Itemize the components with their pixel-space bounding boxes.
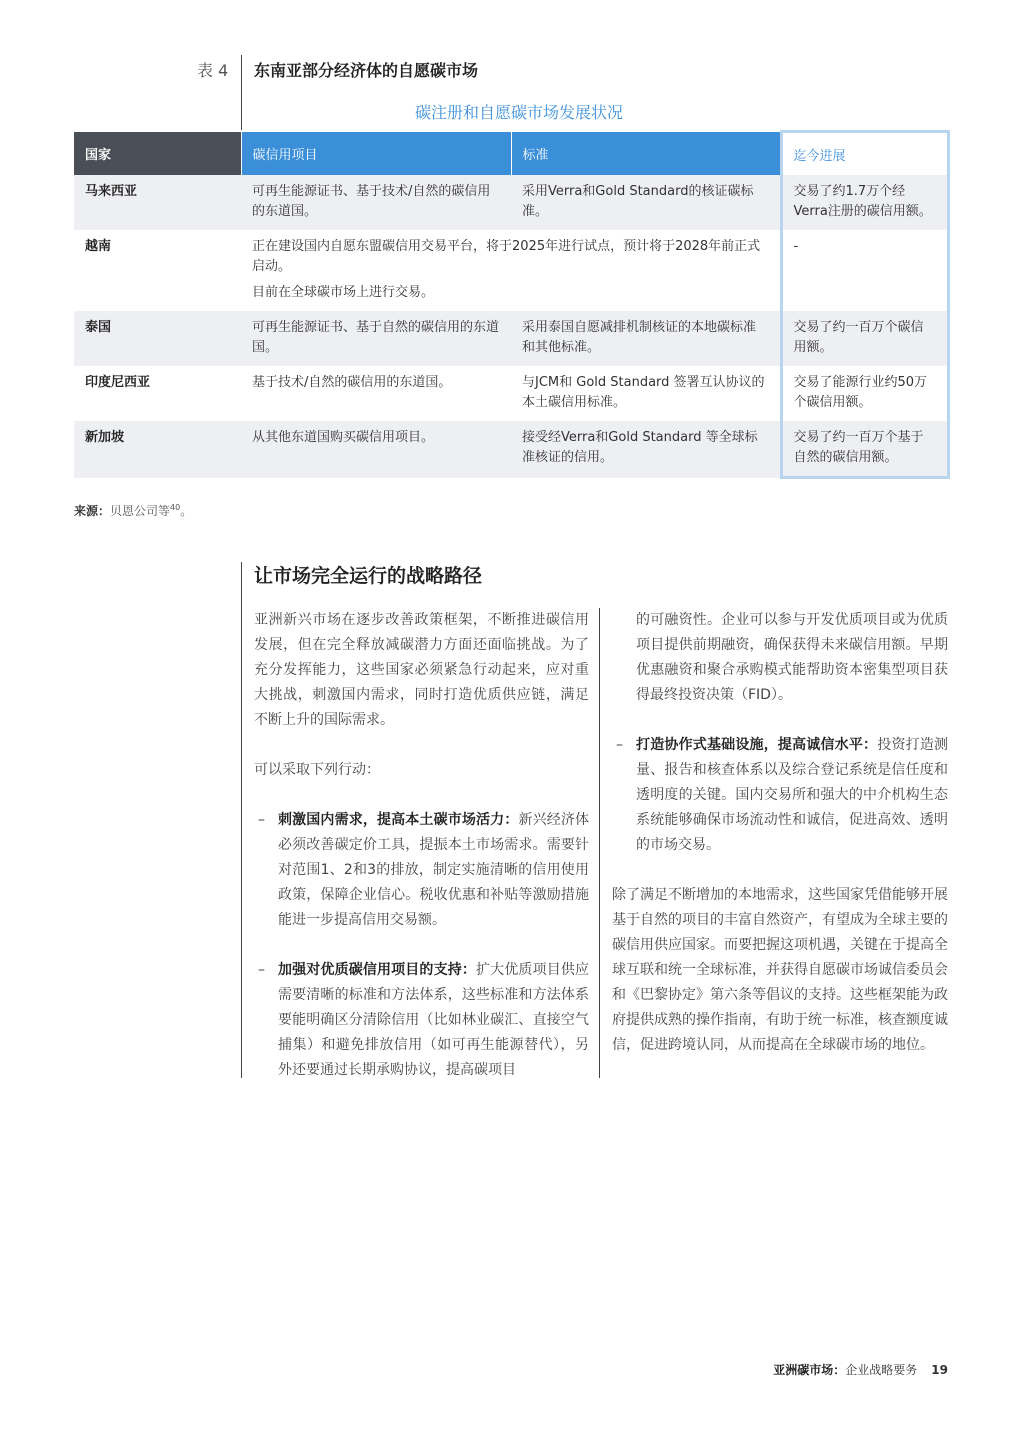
standard-cell: 采用Verra和Gold Standard的核证碳标准。	[511, 175, 781, 230]
table-header-row	[74, 132, 948, 176]
right-column	[612, 608, 948, 1058]
table-row	[74, 175, 948, 230]
bullet-dash: –	[616, 737, 623, 753]
section-left-rule	[241, 562, 242, 1078]
bullet-heading: 刺激国内需求，提高本土碳市场活力：	[278, 812, 519, 828]
merged-text-1: 正在建设国内自愿东盟碳信用交易平台，将于2025年进行试点，预计将于2028年前正式启动。	[252, 239, 761, 274]
bullet-item	[612, 733, 948, 858]
table-row	[74, 366, 948, 421]
bullet-text: 新兴经济体必须改善碳定价工具，提振本土市场需求。需要针对范围1、2和3的排放，制定实施清晰的信用使用政策，保障企业信心。税收优惠和补贴等激励措施能进一步提高信用交易额。	[278, 812, 590, 928]
bullet-continuation: 的可融资性。企业可以参与开发优质项目或为优质项目提供前期融资，确保获得未来碳信用额。早期优惠融资和聚合承购模式能帮助资本密集型项目获得最终投资决策（FID）。	[636, 612, 948, 703]
merged-project-cell	[241, 230, 781, 311]
progress-cell: -	[781, 230, 948, 311]
source-note	[74, 502, 192, 519]
standard-cell: 与JCM和 Gold Standard 签署互认协议的本土碳信用标准。	[511, 366, 781, 421]
page-footer	[773, 1361, 948, 1378]
bullet-dash: –	[258, 812, 265, 828]
bullet-item	[254, 958, 589, 1083]
page-number: 19	[931, 1363, 948, 1377]
table-label: 表 4	[197, 61, 229, 80]
table-row	[74, 230, 948, 311]
table-row	[74, 421, 948, 478]
bullet-text: 投资打造测量、报告和核查体系以及综合登记系统是信任度和透明度的关键。国内交易所和强大的中介机构生态系统能够确保市场流动性和诚信，促进高效、透明的市场交易。	[636, 737, 949, 853]
closing-paragraph: 除了满足不断增加的本地需求，这些国家凭借能够开展基于自然的项目的丰富自然资产，有望成为全球主要的碳信用供应国家。而要把握这项机遇，关键在于提高全球互联和统一全球标准，并获得自愿碳市场诚信委员会和《巴黎协定》第六条等倡议的支持。这些框架能为政府提供成熟的操作指南，有助于统一标准，核查额度诚信，促进跨境认同，从而提高在全球碳市场的地位。	[612, 887, 948, 1053]
table-subtitle: 碳注册和自愿碳市场发展状况	[414, 103, 623, 122]
bullet-dash: –	[258, 962, 265, 978]
project-cell: 可再生能源证书、基于技术/自然的碳信用的东道国。	[241, 175, 511, 230]
country-cell: 越南	[74, 230, 241, 311]
left-column	[254, 608, 589, 1083]
bullet-heading: 打造协作式基础设施，提高诚信水平：	[636, 737, 878, 753]
section-title: 让市场完全运行的战略路径	[254, 565, 483, 587]
header-progress: 迄今进展	[781, 132, 948, 176]
bullet-item	[254, 808, 589, 933]
project-cell: 从其他东道国购买碳信用项目。	[241, 421, 511, 478]
intro-paragraph: 亚洲新兴市场在逐步改善政策框架，不断推进碳信用发展，但在完全释放减碳潜力方面还面临挑战。为了充分发挥能力，这些国家必须紧急行动起来，应对重大挑战，刺激国内需求，同时打造优质供应链，满足不断上升的国际需求。	[254, 612, 589, 728]
source-ref: 40	[170, 503, 181, 512]
header-country: 国家	[74, 132, 241, 176]
lead-paragraph: 可以采取下列行动：	[254, 762, 380, 778]
standard-cell: 接受经Verra和Gold Standard 等全球标准核证的信用。	[511, 421, 781, 478]
source-label: 来源：	[74, 504, 111, 518]
country-cell: 马来西亚	[74, 175, 241, 230]
header-standard: 标准	[511, 132, 781, 176]
source-text: 贝恩公司等	[110, 504, 171, 518]
table-title: 东南亚部分经济体的自愿碳市场	[254, 61, 479, 80]
merged-text-2: 目前在全球碳市场上进行交易。	[252, 285, 435, 300]
table-title-divider	[241, 55, 242, 130]
source-end: 。	[180, 504, 193, 518]
progress-cell: 交易了约一百万个碳信用额。	[781, 311, 948, 366]
country-cell: 新加坡	[74, 421, 241, 478]
footer-subtitle: 企业战略要务	[845, 1363, 918, 1377]
country-cell: 印度尼西亚	[74, 366, 241, 421]
table-row	[74, 311, 948, 366]
standard-cell: 采用泰国自愿减排机制核证的本地碳标准和其他标准。	[511, 311, 781, 366]
progress-cell: 交易了约1.7万个经Verra注册的碳信用额。	[781, 175, 948, 230]
bullet-text: 扩大优质项目供应需要清晰的标准和方法体系，这些标准和方法体系要能明确区分清除信用（比如林业碳汇、直接空气捕集）和避免排放信用（如可再生能源替代），另外还要通过长期承购协议，提高碳项目	[278, 962, 589, 1078]
header-project: 碳信用项目	[241, 132, 511, 176]
bullet-heading: 加强对优质碳信用项目的支持：	[278, 962, 476, 978]
progress-cell: 交易了约一百万个基于自然的碳信用额。	[781, 421, 948, 478]
project-cell: 可再生能源证书、基于自然的碳信用的东道国。	[241, 311, 511, 366]
footer-title: 亚洲碳市场：	[773, 1363, 846, 1377]
column-divider	[599, 608, 600, 1078]
country-cell: 泰国	[74, 311, 241, 366]
project-cell: 基于技术/自然的碳信用的东道国。	[241, 366, 511, 421]
progress-cell: 交易了能源行业约50万个碳信用额。	[781, 366, 948, 421]
carbon-market-table	[74, 130, 950, 479]
